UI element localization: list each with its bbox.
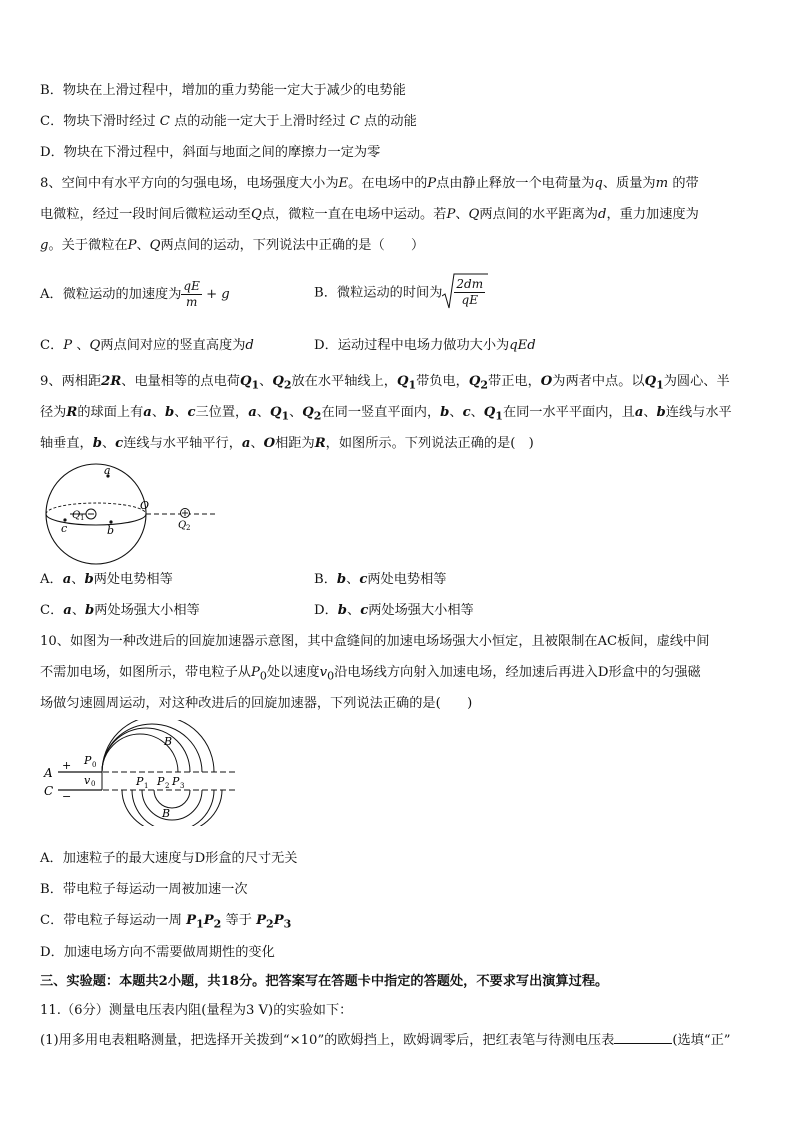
orbit-bottom-1 (142, 790, 202, 820)
q8-stem-line3: g。关于微粒在P、Q两点间的运动，下列说法中正确的是（ ） (40, 238, 425, 253)
q10-option-b: B．带电粒子每运动一周被加速一次 (40, 882, 248, 897)
acceleration-fraction: $\frac{qE}{m}$ (183, 279, 200, 309)
label-p1: P (136, 775, 144, 788)
label-b: b (107, 524, 115, 537)
q9-stem-line2: 径为R的球面上有a、b、c三位置，a、$Q_1$、$Q_2$在同一竖直平面内，b、c、$Q_1$在同一水平平面内，且a、b连线与水平 (40, 405, 732, 423)
q10-stem-line1: 10、如图为一种改进后的回旋加速器示意图，其中盒缝间的加速电场场强大小恒定，且被限制在AC板间，虚线中间 (40, 634, 710, 649)
q7-option-d: D．物块在下滑过程中，斜面与地面之间的摩擦力一定为零 (40, 145, 381, 160)
q9-option-b: B．b、c两处电势相等 (314, 572, 447, 587)
label-v0-sub: 0 (91, 780, 96, 788)
q8-option-b: B．微粒运动的时间为 $\frac{2dm}{qE}$ (314, 274, 485, 313)
orbit-top-2 (102, 720, 214, 772)
q8-stem-line2: 电微粒，经过一段时间后微粒运动至Q点，微粒一直在电场中运动。若P、Q两点间的水平距离为d，重力加速度为 (40, 207, 699, 222)
q10-option-d: D．加速电场方向不需要做周期性的变化 (40, 945, 275, 960)
label-p2: P (157, 775, 165, 788)
label-p3: P (172, 775, 180, 788)
q8-option-a: A．微粒运动的加速度为 $\frac{qE}{m}$ + g (40, 279, 230, 309)
section-three-heading: 三、实验题：本题共2小题，共18分。把答案写在答题卡中指定的答题处，不要求写出演算过程。 (40, 974, 609, 989)
label-plate-a: A (44, 766, 53, 780)
label-q2: Q (178, 520, 187, 531)
q11-stem-line2: (1)用多用电表粗略测量，把选择开关拨到“×10”的欧姆挡上，欧姆调零后，把红表笔与待测电压表 (选填“正” (40, 1033, 731, 1048)
q8-option-c: C．P 、Q两点间对应的竖直高度为d (40, 338, 254, 353)
q10-stem-line3: 场做匀速圆周运动，对这种改进后的回旋加速器，下列说法正确的是( ) (40, 696, 473, 711)
label-b-bottom: B (162, 807, 171, 820)
label-v0: v (84, 774, 91, 787)
label-p2-sub: 2 (165, 782, 170, 790)
sphere-diagram (34, 462, 224, 568)
q9-option-c: C．a、b两处场强大小相等 (40, 603, 200, 618)
q11-stem-line1: 11.（6分）测量电压表内阻(量程为3 V)的实验如下： (40, 1003, 353, 1018)
q8-stem-line1: 8、空间中有水平方向的匀强电场，电场强度大小为E。在电场中的P点由静止释放一个电荷量为q、质量为m 的带 (40, 176, 699, 191)
label-b-top: B (164, 735, 173, 748)
sqrt-radical: $\frac{2dm}{qE}$ (442, 274, 485, 312)
label-p3-sub: 3 (180, 782, 185, 790)
label-minus: − (62, 790, 72, 803)
q9-option-d: D．b、c两处场强大小相等 (314, 603, 474, 618)
label-a: a (104, 464, 111, 477)
label-q2-sub: 2 (186, 524, 191, 532)
cyclotron-diagram (38, 720, 248, 826)
label-p0-sub: 0 (92, 761, 97, 769)
q10-option-a: A．加速粒子的最大速度与D形盒的尺寸无关 (40, 851, 298, 866)
q7-option-c: C．物块下滑时经过 C 点的动能一定大于上滑时经过 C 点的动能 (40, 114, 417, 129)
q10-stem-line2: 不需加电场，如图所示，带电粒子从$P_0$处以速度$v_0$沿电场线方向射入加速电场，经加速后再进入D形盒中的匀强磁 (40, 665, 701, 683)
label-o: O (140, 499, 150, 512)
q9-stem-line1: 9、两相距2R、电量相等的点电荷$Q_1$、$Q_2$放在水平轴线上，$Q_1$带负电，$Q_2$带正电，O为两者中点。以$Q_1$为圆心、半 (40, 374, 730, 392)
label-c: c (61, 522, 68, 535)
q9-option-a: A．a、b两处电势相等 (40, 572, 173, 587)
q8-option-d: D．运动过程中电场力做功大小为qEd (314, 338, 536, 353)
label-p0: P (84, 754, 92, 767)
orbit-top-4 (102, 724, 202, 772)
orbit-bottom-4 (154, 790, 190, 808)
label-q1: Q (72, 510, 81, 521)
label-plus: + (62, 759, 72, 772)
label-p1-sub: 1 (144, 782, 149, 790)
q7-option-b: B．物块在上滑过程中，增加的重力势能一定大于减少的电势能 (40, 83, 406, 98)
q9-stem-line3: 轴垂直，b、c连线与水平轴平行，a、O相距为R，如图所示。下列说法正确的是( ) (40, 436, 534, 451)
label-q1-sub: 1 (80, 514, 85, 522)
answer-blank[interactable] (614, 1031, 672, 1044)
q10-option-c: C．带电粒子每运动一周 $P_1P_2$ 等于 $P_2P_3$ (40, 913, 292, 931)
label-plate-c: C (44, 784, 54, 798)
